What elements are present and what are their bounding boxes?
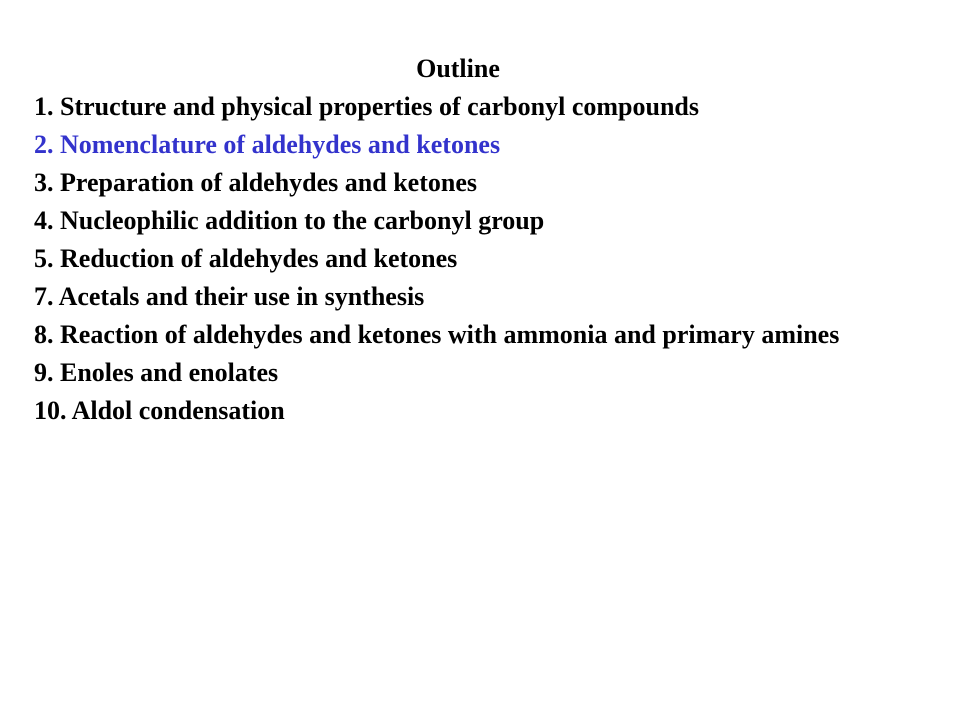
outline-item-9: 9. Enoles and enolates: [34, 358, 279, 387]
outline-item-10: 10. Aldol condensation: [34, 396, 285, 425]
outline-item-1: 1. Structure and physical properties of carbonyl compounds: [34, 92, 699, 121]
outline-item-2: 2. Nomenclature of aldehydes and ketones: [34, 130, 501, 159]
outline-title: Outline: [416, 54, 500, 83]
outline-item-7: 7. Acetals and their use in synthesis: [34, 282, 425, 311]
outline-item-8: 8. Reaction of aldehydes and ketones with ammonia and primary amines: [34, 320, 840, 349]
outline-item-4: 4. Nucleophilic addition to the carbonyl group: [34, 206, 545, 235]
outline-list: [34, 88, 934, 430]
outline-item-5: 5. Reduction of aldehydes and ketones: [34, 244, 458, 273]
outline-item-3: 3. Preparation of aldehydes and ketones: [34, 168, 477, 197]
